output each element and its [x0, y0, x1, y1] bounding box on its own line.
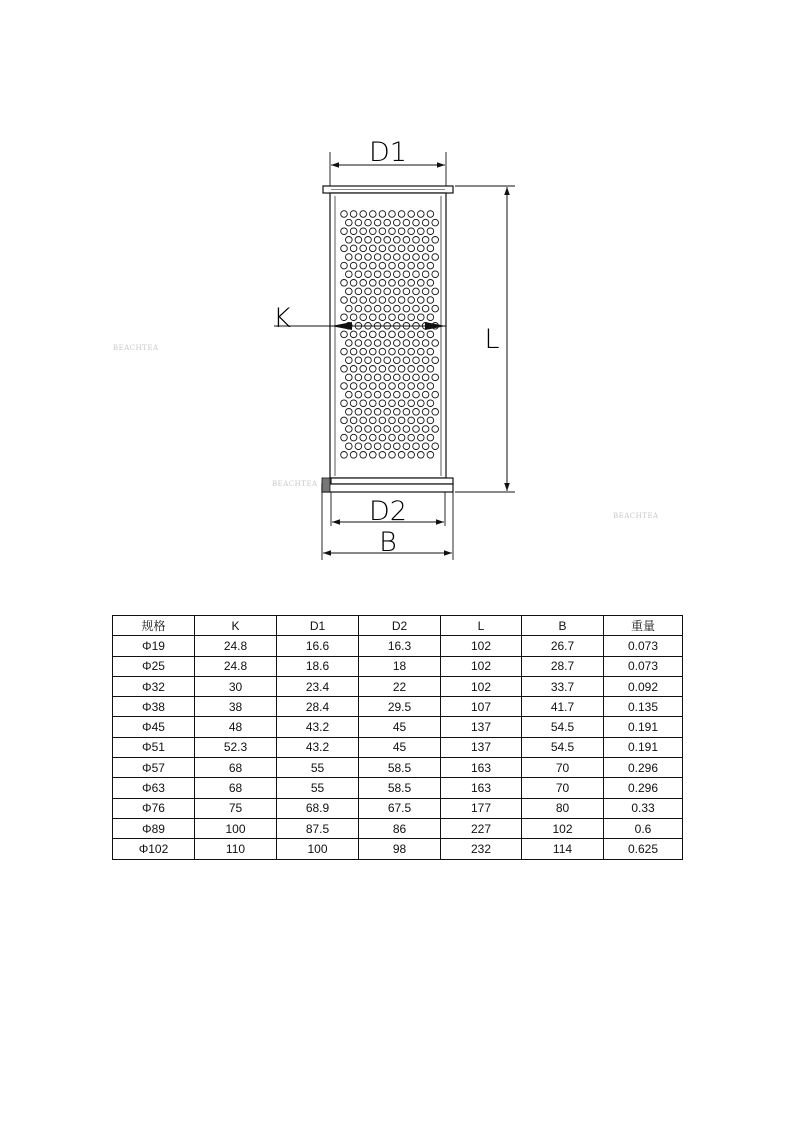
table-cell: 137 [441, 717, 522, 737]
table-row [113, 717, 683, 737]
table-cell: Φ19 [113, 636, 195, 656]
table-cell: 52.3 [195, 737, 277, 757]
table-cell: 137 [441, 737, 522, 757]
watermark: BEACHTEA [613, 512, 659, 520]
table-row [113, 676, 683, 696]
d2-label: D2 [369, 496, 407, 527]
header-weight: 重量 [604, 616, 683, 636]
table-cell: 0.073 [604, 636, 683, 656]
table-cell: 16.3 [359, 636, 441, 656]
table-cell: 24.8 [195, 656, 277, 676]
table-cell: 0.073 [604, 656, 683, 676]
table-cell: 38 [195, 697, 277, 717]
table-cell: Φ89 [113, 818, 195, 838]
specification-table [112, 615, 683, 860]
bottom-ring [331, 478, 453, 484]
table-cell: Φ51 [113, 737, 195, 757]
table-cell: 0.191 [604, 737, 683, 757]
table-cell: 68 [195, 778, 277, 798]
table-cell: 87.5 [277, 818, 359, 838]
header-k: K [195, 616, 277, 636]
table-cell: 0.625 [604, 839, 683, 859]
table-cell: 33.7 [522, 676, 604, 696]
table-cell: 177 [441, 798, 522, 818]
table-cell: 163 [441, 778, 522, 798]
table-cell: 58.5 [359, 778, 441, 798]
table-cell: 28.7 [522, 656, 604, 676]
table-row [113, 737, 683, 757]
table-cell: 30 [195, 676, 277, 696]
table-cell: 100 [277, 839, 359, 859]
table-cell: 45 [359, 737, 441, 757]
table-cell: 70 [522, 758, 604, 778]
table-row [113, 818, 683, 838]
d1-label: D1 [369, 137, 407, 168]
table-row [113, 839, 683, 859]
table-cell: Φ57 [113, 758, 195, 778]
table-cell: 22 [359, 676, 441, 696]
table-cell: 110 [195, 839, 277, 859]
table-cell: 54.5 [522, 737, 604, 757]
table-cell: 29.5 [359, 697, 441, 717]
watermark: BEACHTEA [272, 480, 318, 488]
header-d1: D1 [277, 616, 359, 636]
header-l: L [441, 616, 522, 636]
table-row [113, 697, 683, 717]
table-cell: Φ102 [113, 839, 195, 859]
table-cell: Φ38 [113, 697, 195, 717]
table-cell: 107 [441, 697, 522, 717]
table-row [113, 778, 683, 798]
table-cell: 26.7 [522, 636, 604, 656]
table-cell: 0.191 [604, 717, 683, 737]
table-cell: 86 [359, 818, 441, 838]
table-cell: 102 [441, 636, 522, 656]
table-cell: 227 [441, 818, 522, 838]
table-cell: 45 [359, 717, 441, 737]
table-cell: 68 [195, 758, 277, 778]
table-cell: 232 [441, 839, 522, 859]
header-b: B [522, 616, 604, 636]
table-cell: 43.2 [277, 717, 359, 737]
table-cell: 55 [277, 758, 359, 778]
table-row [113, 636, 683, 656]
header-spec: 规格 [113, 616, 195, 636]
table-cell: 67.5 [359, 798, 441, 818]
table-cell: 54.5 [522, 717, 604, 737]
table-cell: 0.092 [604, 676, 683, 696]
table-cell: 48 [195, 717, 277, 737]
table-cell: 43.2 [277, 737, 359, 757]
table-cell: 68.9 [277, 798, 359, 818]
table-cell: 114 [522, 839, 604, 859]
table-cell: 98 [359, 839, 441, 859]
table-cell: 102 [441, 656, 522, 676]
watermark: BEACHTEA [113, 344, 159, 352]
table-cell: Φ25 [113, 656, 195, 676]
table-cell: 18 [359, 656, 441, 676]
table-cell: 102 [441, 676, 522, 696]
table-cell: 41.7 [522, 697, 604, 717]
table-cell: 0.135 [604, 697, 683, 717]
table-row [113, 758, 683, 778]
header-d2: D2 [359, 616, 441, 636]
table-cell: 75 [195, 798, 277, 818]
table-cell: 70 [522, 778, 604, 798]
table-cell: 28.4 [277, 697, 359, 717]
table-cell: Φ45 [113, 717, 195, 737]
table-cell: 23.4 [277, 676, 359, 696]
table-cell: 102 [522, 818, 604, 838]
table-cell: Φ63 [113, 778, 195, 798]
bottom-flange [322, 484, 453, 492]
table-cell: 0.6 [604, 818, 683, 838]
table-cell: Φ76 [113, 798, 195, 818]
table-cell: Φ32 [113, 676, 195, 696]
table-cell: 58.5 [359, 758, 441, 778]
table-cell: 0.296 [604, 778, 683, 798]
b-label: B [379, 527, 397, 558]
table-cell: 100 [195, 818, 277, 838]
table-cell: 80 [522, 798, 604, 818]
table-cell: 18.6 [277, 656, 359, 676]
table-cell: 16.6 [277, 636, 359, 656]
table-cell: 163 [441, 758, 522, 778]
k-label: K [273, 303, 291, 334]
table-row [113, 656, 683, 676]
table-cell: 24.8 [195, 636, 277, 656]
table-header-row [113, 616, 683, 636]
table-cell: 0.296 [604, 758, 683, 778]
table-cell: 55 [277, 778, 359, 798]
l-label: L [484, 324, 500, 355]
table-cell: 0.33 [604, 798, 683, 818]
table-row [113, 798, 683, 818]
